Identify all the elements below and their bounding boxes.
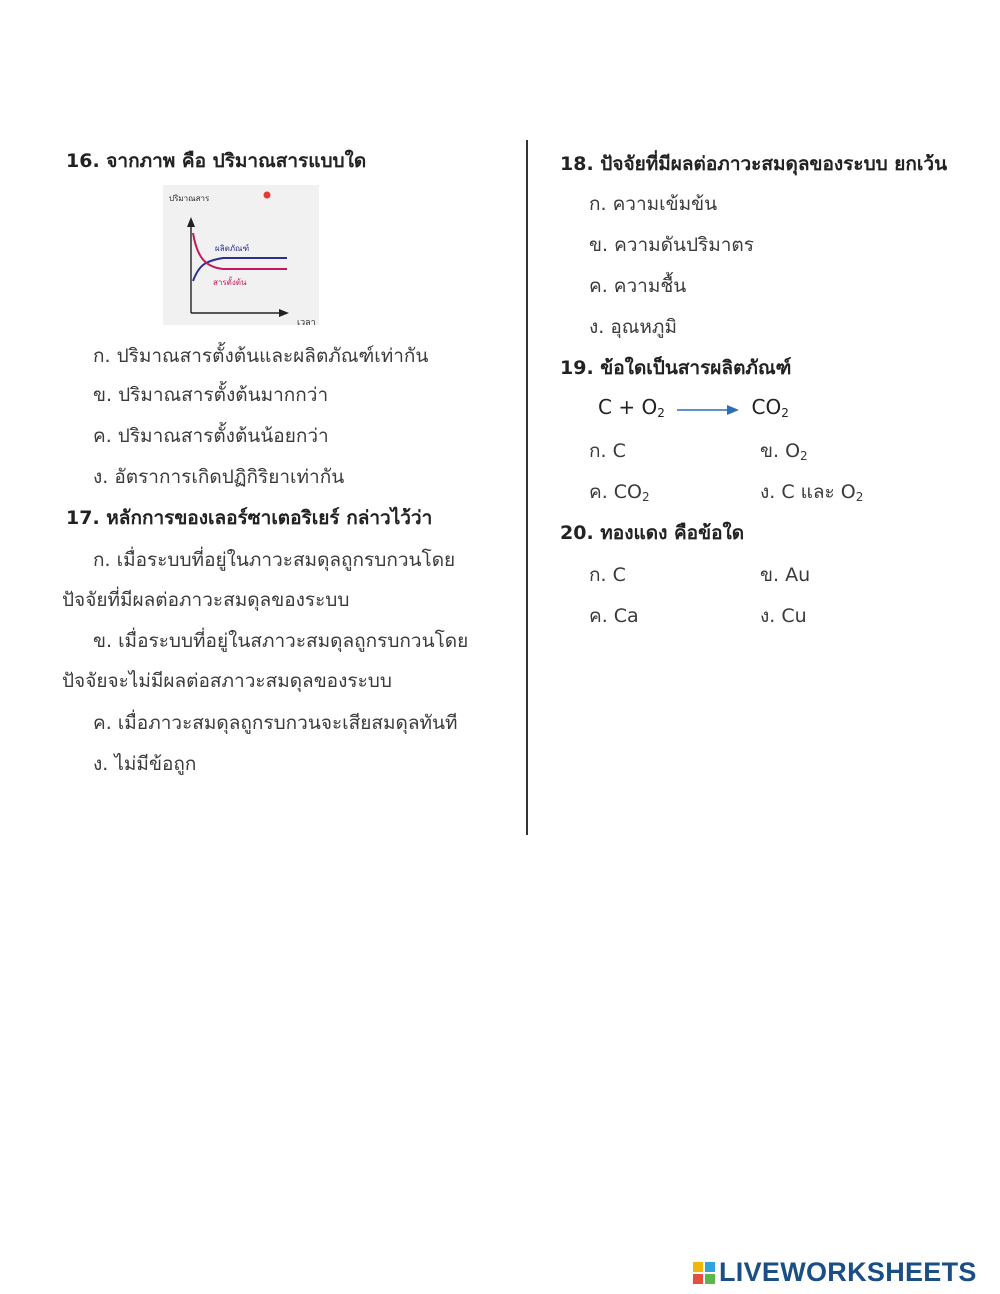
q19-option-a[interactable]: ก. C (589, 440, 626, 462)
q19-option-c[interactable] (589, 477, 650, 507)
equation-right-sub: 2 (781, 406, 789, 420)
column-divider (526, 140, 528, 835)
x-axis-arrow (279, 309, 289, 317)
logo-tiles-icon (693, 1262, 715, 1284)
q19-option-d[interactable] (760, 477, 863, 507)
x-axis-label: เวลา (297, 318, 316, 328)
q20-option-c[interactable]: ค. Ca (589, 605, 639, 627)
q16-option-d[interactable]: ง. อัตราการเกิดปฏิกิริยาเท่ากัน (93, 466, 345, 488)
equilibrium-graph (163, 185, 319, 325)
y-axis-arrow (187, 217, 195, 227)
q20-option-a[interactable]: ก. C (589, 564, 626, 586)
logo-text: LIVEWORKSHEETS (719, 1257, 977, 1287)
question-16-title: 16. จากภาพ คือ ปริมาณสารแบบใด (66, 150, 367, 172)
q18-option-d[interactable]: ง. อุณหภูมิ (589, 316, 677, 338)
question-20-title: 20. ทองแดง คือข้อใด (560, 522, 745, 544)
q17-option-d[interactable]: ง. ไม่มีข้อถูก (93, 753, 197, 775)
question-18-title: 18. ปัจจัยที่มีผลต่อภาวะสมดุลของระบบ ยกเว้น (560, 153, 948, 175)
graph-svg (163, 185, 319, 325)
logo-tile (693, 1274, 703, 1284)
q18-option-c[interactable]: ค. ความชื้น (589, 275, 687, 297)
product-label: ผลิตภัณฑ์ (215, 244, 250, 253)
logo-tile (705, 1262, 715, 1272)
liveworksheets-logo[interactable] (693, 1257, 977, 1288)
q17-option-c[interactable]: ค. เมื่อภาวะสมดุลถูกรบกวนจะเสียสมดุลทันที (93, 712, 458, 734)
chemical-equation (598, 395, 789, 421)
equation-right: CO (751, 395, 782, 419)
question-17-title: 17. หลักการของเลอร์ซาเตอริเยร์ กล่าวไว้ว่า (66, 507, 433, 529)
q17-option-b-cont: ปัจจัยจะไม่มีผลต่อสภาวะสมดุลของระบบ (62, 670, 392, 692)
q16-option-c[interactable]: ค. ปริมาณสารตั้งต้นน้อยกว่า (93, 425, 329, 447)
q19-option-c-text: ค. CO (589, 481, 643, 503)
logo-tile (693, 1262, 703, 1272)
q19-option-b[interactable] (760, 436, 808, 466)
equation-left-sub: 2 (657, 406, 665, 420)
q18-option-a[interactable]: ก. ความเข้มข้น (589, 193, 718, 215)
q19-option-b-text: ข. O (760, 440, 801, 462)
q17-option-a-cont: ปัจจัยที่มีผลต่อภาวะสมดุลของระบบ (62, 589, 350, 611)
q19-option-b-sub: 2 (800, 449, 808, 463)
y-axis-label: ปริมาณสาร (169, 194, 210, 203)
q16-option-b[interactable]: ข. ปริมาณสารตั้งต้นมากกว่า (93, 384, 329, 406)
question-19-title: 19. ข้อใดเป็นสารผลิตภัณฑ์ (560, 357, 792, 379)
reactant-label: สารตั้งต้น (213, 278, 247, 287)
q19-option-d-sub: 2 (855, 490, 864, 504)
red-dot-marker (264, 192, 271, 199)
equation-left: C + O (598, 395, 658, 419)
q18-option-b[interactable]: ข. ความดันปริมาตร (589, 234, 754, 256)
q16-option-a[interactable]: ก. ปริมาณสารตั้งต้นและผลิตภัณฑ์เท่ากัน (93, 345, 429, 367)
q19-option-d-text: ง. C และ O (760, 481, 856, 503)
q17-option-b[interactable]: ข. เมื่อระบบที่อยู่ในสภาวะสมดุลถูกรบกวนโดย (93, 630, 469, 652)
q20-option-d[interactable]: ง. Cu (760, 605, 807, 627)
q17-option-a[interactable]: ก. เมื่อระบบที่อยู่ในภาวะสมดุลถูกรบกวนโดย (93, 549, 456, 571)
logo-tile (705, 1274, 715, 1284)
reaction-arrow-icon (677, 397, 739, 421)
q19-option-c-sub: 2 (642, 490, 650, 504)
q20-option-b[interactable]: ข. Au (760, 564, 811, 586)
